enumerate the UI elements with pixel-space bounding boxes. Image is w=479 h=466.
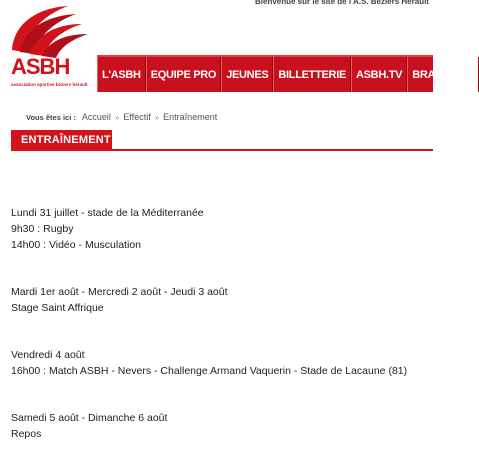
nav-item-brasserie[interactable]: BRASSERIE <box>407 57 478 92</box>
schedule-line: Stage Saint Affrique <box>11 302 104 314</box>
breadcrumb-separator-icon: » <box>154 112 160 122</box>
schedule-line: Mardi 1er août - Mercredi 2 août - Jeudi 3 août <box>11 286 228 298</box>
logo-text: ASBH <box>11 54 70 79</box>
main-nav <box>97 55 474 92</box>
schedule-line: Samedi 5 août - Dimanche 6 août <box>11 412 168 424</box>
schedule-line: 9h30 : Rugby <box>11 223 74 235</box>
schedule-line: Vendredi 4 août <box>11 349 85 361</box>
schedule-block <box>11 347 429 379</box>
breadcrumb-effectif[interactable]: Effectif <box>123 112 151 122</box>
logo-swoosh-icon <box>6 2 90 58</box>
schedule-line: Lundi 31 juillet - stade de la Méditerranée <box>11 207 204 219</box>
breadcrumb-separator-icon: » <box>114 112 120 122</box>
schedule-content <box>11 205 429 442</box>
schedule-block <box>11 410 429 442</box>
nav-item-jeunes[interactable]: JEUNES <box>221 57 273 92</box>
nav-item-billetterie[interactable]: BILLETTERIE <box>273 57 351 92</box>
section-title: ENTRAÎNEMENT <box>11 130 112 149</box>
schedule-block <box>11 284 429 316</box>
welcome-message: Bienvenue sur le site de l'A.S. Béziers Hérault <box>255 0 429 6</box>
asbh-logo[interactable] <box>6 2 90 92</box>
breadcrumb <box>26 112 217 122</box>
section-divider <box>11 149 433 151</box>
breadcrumb-current: Entraînement <box>163 112 218 122</box>
breadcrumb-accueil[interactable]: Accueil <box>81 112 111 122</box>
schedule-line: 14h00 : Vidéo - Musculation <box>11 239 141 251</box>
schedule-line: Repos <box>11 428 42 440</box>
nav-item-equipe-pro[interactable]: EQUIPE PRO <box>146 57 221 92</box>
nav-item-asbh[interactable]: L'ASBH <box>97 57 146 92</box>
schedule-line: 16h00 : Match ASBH - Nevers - Challenge Armand Vaquerin - Stade de Lacaune (81) <box>11 365 408 377</box>
schedule-block <box>11 205 429 253</box>
breadcrumb-lead: Vous êtes ici : <box>26 112 76 122</box>
logo-tagline: association sportive béziers hérault <box>11 82 88 87</box>
nav-item-asbh-tv[interactable]: ASBH.TV <box>351 57 407 92</box>
